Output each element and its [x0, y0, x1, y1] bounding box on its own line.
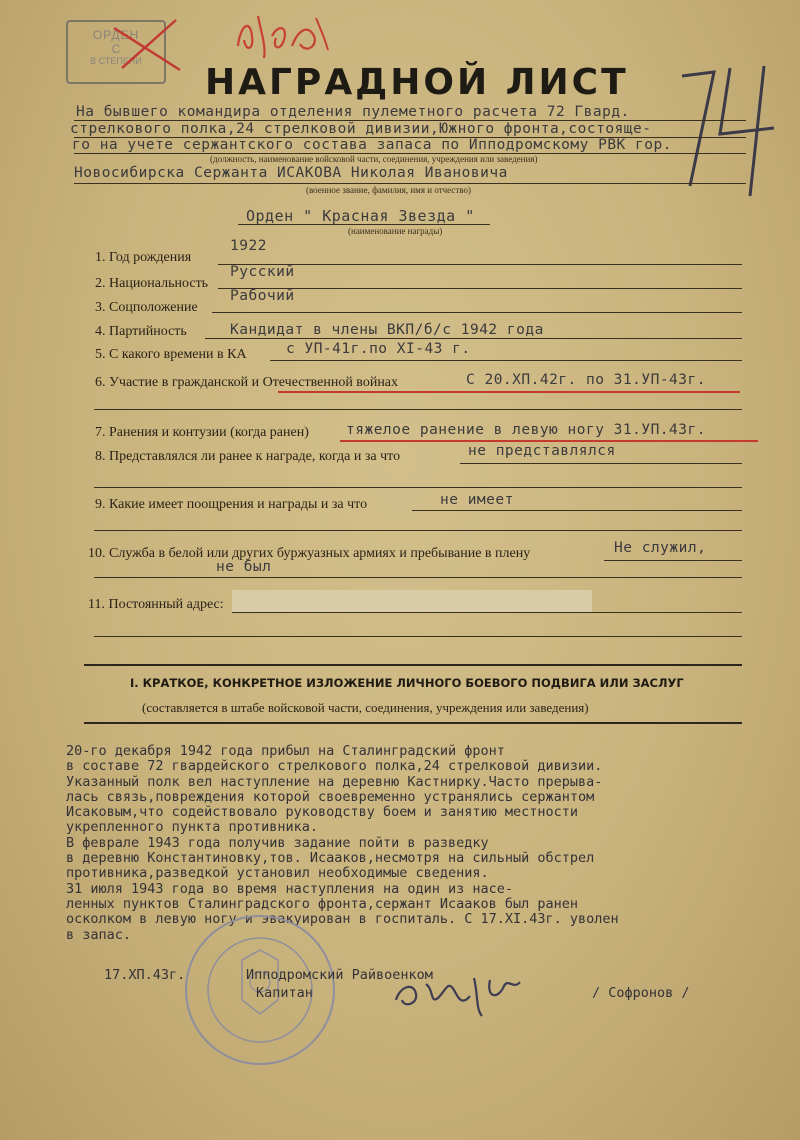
field-6-label: 6. Участие в гражданской и Отечественной войнах: [95, 375, 399, 390]
story-line: противника,разведкой установил необходимые сведения.: [66, 865, 489, 882]
field-8-label: 8. Представлялся ли ранее к награде, когда и за что: [95, 449, 401, 464]
field-2-label: 2. Национальность: [95, 276, 209, 291]
field-9-label: 9. Какие имеет поощрения и награды и за что: [95, 497, 368, 512]
page-title: НАГРАДНОЙ ЛИСТ: [205, 62, 629, 103]
story-line: в запас.: [66, 926, 132, 943]
story-line: ленных пунктов Сталинградского фронта,сержант Исааков был ранен: [66, 895, 579, 912]
story-line: 20-го декабря 1942 года прибыл на Сталинградский фронт: [66, 743, 505, 759]
field-1-label: 1. Год рождения: [95, 250, 192, 265]
section-divider-top: [84, 664, 742, 666]
handwritten-number-icon: [676, 58, 786, 198]
header-caption-3: (наименование награды): [348, 226, 443, 236]
field-5-value: с УП-41г.по XI-43 г.: [286, 341, 471, 357]
field-10-label: 10. Служба в белой или других буржуазных армиях и пребывание в плену: [88, 546, 531, 561]
story-line: в деревню Константиновку,тов. Исааков,несмотря на сильный обстрел: [66, 850, 595, 867]
red-handwritten-mark-icon: [228, 6, 338, 66]
handwritten-signature-icon: [386, 960, 536, 1020]
stamp-line1: ОРДЕН: [92, 28, 140, 42]
field-6-value: С 20.ХП.42г. по 31.УП-43г.: [466, 372, 706, 388]
section-subheading: (составляется в штабе войсковой части, соединения, учреждения или заведения): [142, 700, 589, 715]
story-line: Исаковым,что содействовало руководству боем и занятию местности: [66, 804, 579, 821]
field-4-value: Кандидат в члены ВКП/б/с 1942 года: [230, 322, 544, 338]
header-line-2: стрелкового полка,24 стрелковой дивизии,Южного фронта,состояще-: [70, 121, 652, 137]
field-1-value: 1922: [230, 238, 267, 254]
signature-date: 17.ХП.43г.: [104, 967, 186, 983]
field-8-value: не представлялся: [468, 443, 616, 459]
header-line-3: го на учете сержантского состава запаса по Ипподромскому РВК гор.: [72, 137, 672, 153]
story-line: Указанный полк вел наступление на деревню Кастнирку.Часто прерыва-: [66, 773, 603, 790]
field-2-value: Русский: [230, 264, 295, 280]
signature-org: Ипподромский Райвоенком: [246, 967, 433, 983]
signature-rank: Капитан: [256, 985, 313, 1001]
signature-name: / Софронов /: [592, 985, 690, 1001]
header-caption-1: (должность, наименование войсковой части, соединения, учреждения или заведения): [210, 154, 538, 164]
redacted-address: [232, 590, 592, 612]
story-line: осколком в левую ногу и эвакуирован в госпиталь. С 17.XI.43г. уволен: [66, 911, 619, 928]
field-7-value: тяжелое ранение в левую ногу 31.УП.43г.: [346, 422, 706, 438]
section-heading: I. КРАТКОЕ, КОНКРЕТНОЕ ИЗЛОЖЕНИЕ ЛИЧНОГО БОЕВОГО ПОДВИГА ИЛИ ЗАСЛУГ: [130, 676, 684, 690]
red-cross-mark-icon: [110, 14, 190, 74]
story-line: В феврале 1943 года получив задание пойти в разведку: [66, 834, 489, 851]
field-11-label: 11. Постоянный адрес:: [88, 597, 224, 612]
field-10-value-2: не был: [216, 559, 272, 575]
header-caption-2: (военное звание, фамилия, имя и отчество): [306, 185, 472, 195]
section-divider-bottom: [84, 722, 742, 724]
field-10-value: Не служил,: [614, 540, 707, 556]
field-5-label: 5. С какого времени в КА: [95, 347, 247, 362]
field-7-label: 7. Ранения и контузии (когда ранен): [95, 425, 309, 440]
field-4-label: 4. Партийность: [95, 324, 187, 339]
stamp-line2: С: [111, 42, 121, 56]
field-9-value: не имеет: [440, 492, 514, 508]
field-3-label: 3. Соцположение: [95, 300, 198, 315]
story-line: укрепленного пункта противника.: [66, 819, 318, 836]
story-line: лась связь,повреждения которой своевременно устранялись сержантом: [66, 788, 595, 805]
stamp-line3: В СТЕПЕНИ: [90, 56, 142, 66]
feat-description: [66, 744, 619, 943]
header-line-4: Новосибирска Сержанта ИСАКОВА Николая Ивановича: [74, 165, 508, 181]
award-name: Орден " Красная Звезда ": [246, 207, 475, 225]
header-line-1: На бывшего командира отделения пулеметного расчета 72 Гвард.: [76, 104, 630, 120]
field-3-value: Рабочий: [230, 288, 295, 304]
story-line: 31 июля 1943 года во время наступления на один из насе-: [66, 880, 514, 897]
story-line: в составе 72 гвардейского стрелкового полка,24 стрелковой дивизии.: [66, 758, 603, 775]
